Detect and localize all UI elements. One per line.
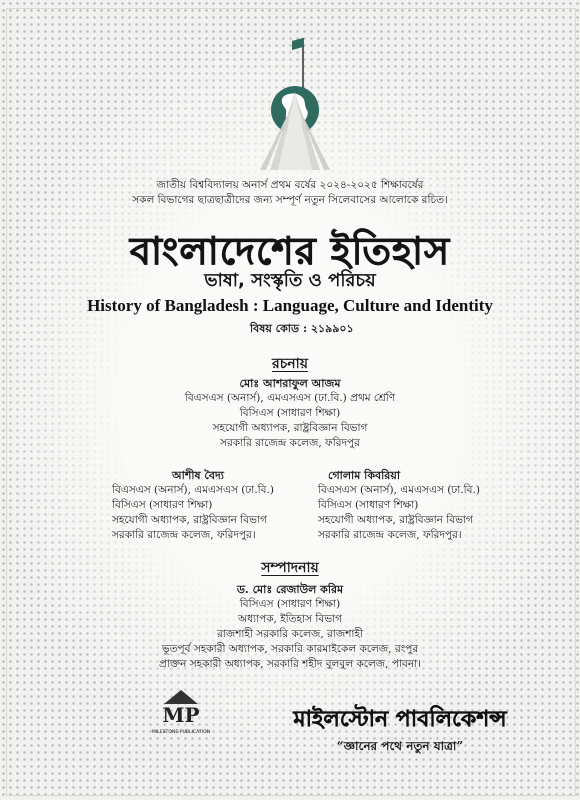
subject-code-label: বিষয় কোড [250,322,300,335]
subject-code-value: ২১৯৯০১ [310,322,354,335]
editor-former-position-2: প্রাক্তন সহকারী অধ্যাপক, সরকারি শহীদ বুলবুল কলেজ, পাবনা। [159,658,421,670]
left-author-service: বিসিএস (সাধারণ শিক্ষা) [112,499,213,511]
publisher-logo [150,688,212,736]
main-author-degree: বিএসএস (অনার্স), এমএসএস (ঢা.বি.) প্রথম শ্রেণি [184,392,396,404]
main-author-name: মোঃ আশরাফুল আজম [239,377,341,390]
book-title-english: History of Bangladesh : Language, Culture and Identity [87,296,493,315]
left-author-block [112,468,312,543]
publisher-footer [150,688,570,758]
right-author-position: সহযোগী অধ্যাপক, রাষ্ট্রবিজ্ঞান বিভাগ [318,514,473,526]
subject-code [250,320,354,339]
left-author-name: আশীষ বৈদ্য [172,469,224,482]
book-title-bangla: বাংলাদেশের ইতিহাস [129,229,451,273]
milestone-logo-icon [150,688,212,736]
book-subtitle-bangla: ভাষা, সংস্কৃতি ও পরিচয় [204,270,376,291]
right-author-college: সরকারি রাজেন্দ্র কলেজ, ফরিদপুর। [318,529,462,541]
right-author-degree: বিএসএস (অনার্স), এমএসএস (ঢা.বি.) [318,484,480,496]
left-author-college: সরকারি রাজেন্দ্র কলেজ, ফরিদপুর। [112,529,256,541]
national-memorial-emblem-icon [240,30,350,170]
left-author-position: সহযোগী অধ্যাপক, রাষ্ট্রবিজ্ঞান বিভাগ [112,514,267,526]
editor-service: বিসিএস (সাধারণ শিক্ষা) [239,598,341,610]
editor-former-position-1: ভূতপূর্ব সহকারী অধ্যাপক, সরকারি কারমাইকেল কলেজ, রংপুর [161,643,419,655]
logo-letters: MP [162,703,200,727]
editor-name: ড. মোঃ রেজাউল করিম [236,583,344,596]
editor-block [0,582,580,672]
right-author-name: গোলাম কিবরিয়া [328,469,401,482]
editor-heading: সম্পাদনায় [261,560,319,576]
authors-heading: রচনায় [272,356,308,372]
intro-line-2: সকল বিভাগের ছাত্রছাত্রীদের জন্য সম্পূর্ণ নতুন সিলেবাসের আলোকে রচিত। [132,194,448,206]
logo-caption: MILESTONE PUBLICATION [151,730,211,735]
main-author-service: বিসিএস (সাধারণ শিক্ষা) [239,407,341,419]
right-author-block [318,468,518,543]
main-author-college: সরকারি রাজেন্দ্র কলেজ, ফরিদপুর [220,437,360,449]
publisher-name: মাইলস্টোন পাবলিকেশন্স [293,707,507,732]
main-author-block [0,376,580,451]
main-author-position: সহযোগী অধ্যাপক, রাষ্ট্রবিজ্ঞান বিভাগ [212,422,368,434]
intro-text [0,178,580,208]
editor-position: অধ্যাপক, ইতিহাস বিভাগ [238,613,342,625]
right-author-service: বিসিএস (সাধারণ শিক্ষা) [318,499,419,511]
intro-line-1: জাতীয় বিশ্ববিদ্যালয় অনার্স প্রথম বর্ষের ২০২৪-২০২৫ শিক্ষাবর্ষের [156,179,424,191]
left-author-degree: বিএসএস (অনার্স), এমএসএস (ঢা.বি.) [112,484,274,496]
subject-code-separator: : [302,322,311,335]
editor-college: রাজশাহী সরকারি কলেজ, রাজশাহী [217,628,363,640]
publisher-slogan: “জ্ঞানের পথে নতুন যাত্রা” [336,739,464,753]
